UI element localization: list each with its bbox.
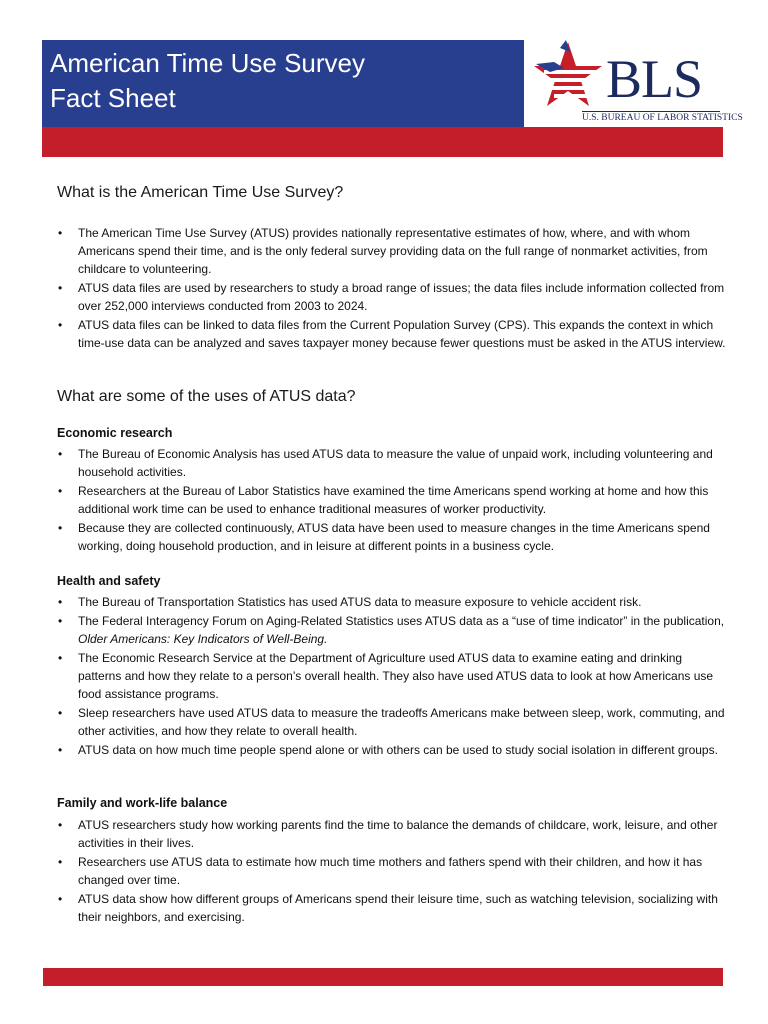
header-red-band [42,127,723,157]
page-title [50,46,365,116]
list-item: • Researchers at the Bureau of Labor Statistics have examined the time Americans spend working at home and how this additional work time can be used to enhance traditional measures of worker productivity. [57,482,727,518]
list-item: • The Economic Research Service at the Department of Agriculture used ATUS data to examine eating and drinking patterns and how they relate to a person’s overall health. They also have used ATUS data to look at how Americans use food assistance programs. [57,649,727,704]
list-item: • Because they are collected continuously, ATUS data have been used to measure changes in the time Americans spend working, doing household production, and in leisure at different points in a business cycle. [57,519,727,555]
list-item: • ATUS data on how much time people spend alone or with others can be used to study social isolation in different groups. [57,741,727,759]
list-item: • Sleep researchers have used ATUS data to measure the tradeoffs Americans make between sleep, work, commuting, and other activities, and how they relate to overall health. [57,704,727,740]
bls-logo [524,40,743,127]
publication-title: Older Americans: Key Indicators of Well-Being. [78,631,328,646]
list-item: • ATUS researchers study how working parents find the time to balance the demands of childcare, work, leisure, and other activities in their lives. [57,816,727,852]
section-heading-what-is-atus: What is the American Time Use Survey? [57,184,344,201]
section-heading-uses: What are some of the uses of ATUS data? [57,388,356,405]
economic-research-list [57,445,727,556]
bls-logo-text: BLS [606,49,703,109]
list-item: • Researchers use ATUS data to estimate how much time mothers and fathers spend with their children, and how it has changed over time. [57,853,727,889]
header-banner [42,40,743,157]
aging-forum-text: The Federal Interagency Forum on Aging-Related Statistics uses ATUS data as a “use of time indicator” in the publication, [78,613,725,628]
subheading-health-safety: Health and safety [57,574,161,588]
list-item: • The American Time Use Survey (ATUS) provides nationally representative estimates of how, where, and with whom Americans spend their time, and is the only federal survey providing data on the full range of nonmarket activities, from childcare to volunteering. [57,224,727,279]
bls-logo-subtitle: U.S. BUREAU OF LABOR STATISTICS [582,113,743,123]
health-safety-list [57,593,727,759]
list-item: • ATUS data files can be linked to data files from the Current Population Survey (CPS). This expands the context in which time-use data can be analyzed and saves taxpayer money because fewer questions must be asked in the ATUS interview. [57,316,727,352]
title-line-1: American Time Use Survey [50,48,365,78]
list-item: • ATUS data show how different groups of Americans spend their leisure time, such as watching television, socializing with their neighbors, and exercising. [57,890,727,926]
family-work-life-list [57,816,727,927]
footer-red-bar [43,968,723,986]
atus-overview-list [57,224,727,353]
list-item: • The Bureau of Economic Analysis has used ATUS data to measure the value of unpaid work, including volunteering and household activities. [57,445,727,481]
list-item: • The Bureau of Transportation Statistics has used ATUS data to measure exposure to vehicle accident risk. [57,593,727,611]
subheading-economic-research: Economic research [57,426,173,440]
list-item-aging-forum [57,612,727,648]
subheading-family-work-life: Family and work-life balance [57,796,228,810]
list-item: • ATUS data files are used by researchers to study a broad range of issues; the data files include information collected from over 252,000 interviews conducted from 2003 to 2024. [57,279,727,315]
title-line-2: Fact Sheet [50,83,176,113]
